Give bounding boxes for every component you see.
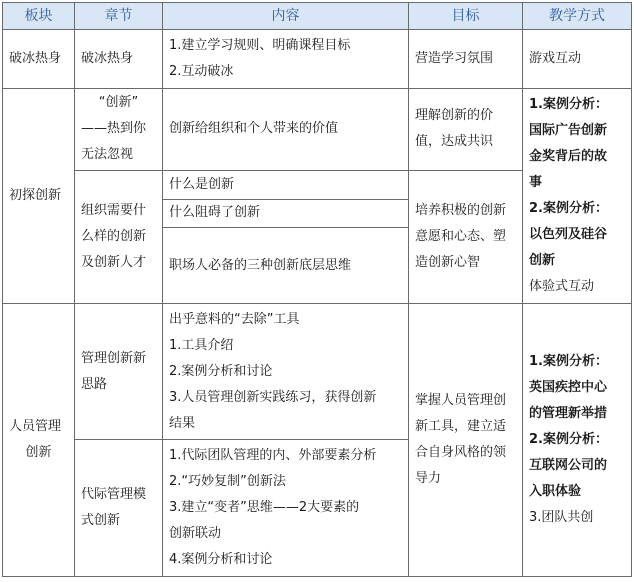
content-explore-2c: 职场人必备的三种创新底层思维 [163,227,409,304]
chapter-line: 管理创新新 [81,350,147,366]
goal-icebreak: 营造学习氛围 [409,30,523,89]
goal-line: 造创新心智 [415,255,481,271]
method-line: 3.团队共创 [529,510,594,526]
chapter-people-1 [75,304,163,439]
goal-line: 值，达成共识 [415,134,494,150]
header-content: 内容 [163,3,409,30]
block-line: 创新 [25,445,52,461]
method-icebreak: 游戏互动 [523,30,632,89]
chapter-line: 无法忽视 [81,147,134,163]
goal-people [409,304,523,577]
method-line: 国际广告创新 [529,123,608,138]
content-line: 结果 [169,415,196,431]
chapter-line: 及创新人才 [81,255,147,271]
content-line: 1.建立学习规则、明确课程目标 [169,37,351,53]
content-line: 3.建立“变者”思维——2大要素的 [169,499,360,515]
chapter-line: 式创新 [81,512,121,528]
content-line: 2.“巧妙复制”创新法 [169,473,286,489]
header-chapter: 章节 [75,3,163,30]
content-line: 2.互动破冰 [169,63,234,79]
method-line: 以色列及硅谷 [529,227,608,242]
chapter-explore-2 [75,171,163,304]
block-explore: 初探创新 [3,88,75,304]
content-line: 1.工具介绍 [169,337,234,353]
goal-explore-2 [409,171,523,304]
chapter-line: 么样的创新 [81,229,147,245]
chapter-line: 组织需要什 [81,203,147,219]
chapter-icebreak: 破冰热身 [75,30,163,89]
chapter-line: 代际管理模 [81,486,147,502]
method-line: 英国疾控中心 [529,380,608,396]
method-people [523,304,632,577]
goal-line: 意愿和心态、塑 [415,229,507,245]
chapter-explore-1 [75,88,163,171]
table-row [3,304,632,439]
method-line: 互联网公司的 [529,458,608,474]
content-line: 创新联动 [169,525,222,541]
content-line: 出乎意料的“去除”工具 [169,311,300,327]
block-people [3,304,75,577]
block-line: 人员管理 [9,419,62,435]
header-method: 教学方式 [523,3,632,30]
content-icebreak [163,30,409,89]
table-row [3,88,632,171]
content-line: 1.代际团队管理的内、外部要素分析 [169,447,377,463]
header-row [3,3,632,30]
chapter-line: “创新” [98,95,139,111]
block-icebreak: 破冰热身 [3,30,75,89]
content-line: 3.人员管理创新实践练习，获得创新 [169,389,377,405]
header-block: 板块 [3,3,75,30]
table-row [3,30,632,89]
goal-explore-1 [409,88,523,171]
method-line: 事 [529,175,543,190]
method-line: 2.案例分析： [529,201,608,216]
content-people-2 [163,439,409,576]
method-explore [523,88,632,304]
method-line: 2.案例分析： [529,432,608,448]
content-explore-1: 创新给组织和个人带来的价值 [163,88,409,171]
content-line: 4.案例分析和讨论 [169,551,273,567]
method-line: 金奖背后的故 [529,149,608,164]
chapter-line: 思路 [81,376,108,392]
goal-line: 掌握人员管理创 [415,393,507,409]
content-explore-2a: 什么是创新 [163,171,409,199]
goal-line: 培养积极的创新 [415,203,507,219]
content-people-1 [163,304,409,439]
goal-line: 导力 [415,471,442,487]
chapter-line: ——热到你 [81,121,147,137]
course-outline-table [2,2,632,577]
method-line: 创新 [529,253,556,268]
content-line: 2.案例分析和讨论 [169,363,273,379]
method-line: 的管理新举措 [529,406,608,422]
method-line: 入职体验 [529,484,582,500]
method-line: 体验式互动 [529,279,595,294]
method-line: 1.案例分析： [529,97,608,112]
chapter-people-2 [75,439,163,576]
method-line: 1.案例分析： [529,354,608,370]
content-explore-2b: 什么阻碍了创新 [163,199,409,227]
goal-line: 新工具，建立适 [415,419,507,435]
goal-line: 理解创新的价 [415,108,494,124]
goal-line: 合自身风格的领 [415,445,507,461]
header-goal: 目标 [409,3,523,30]
